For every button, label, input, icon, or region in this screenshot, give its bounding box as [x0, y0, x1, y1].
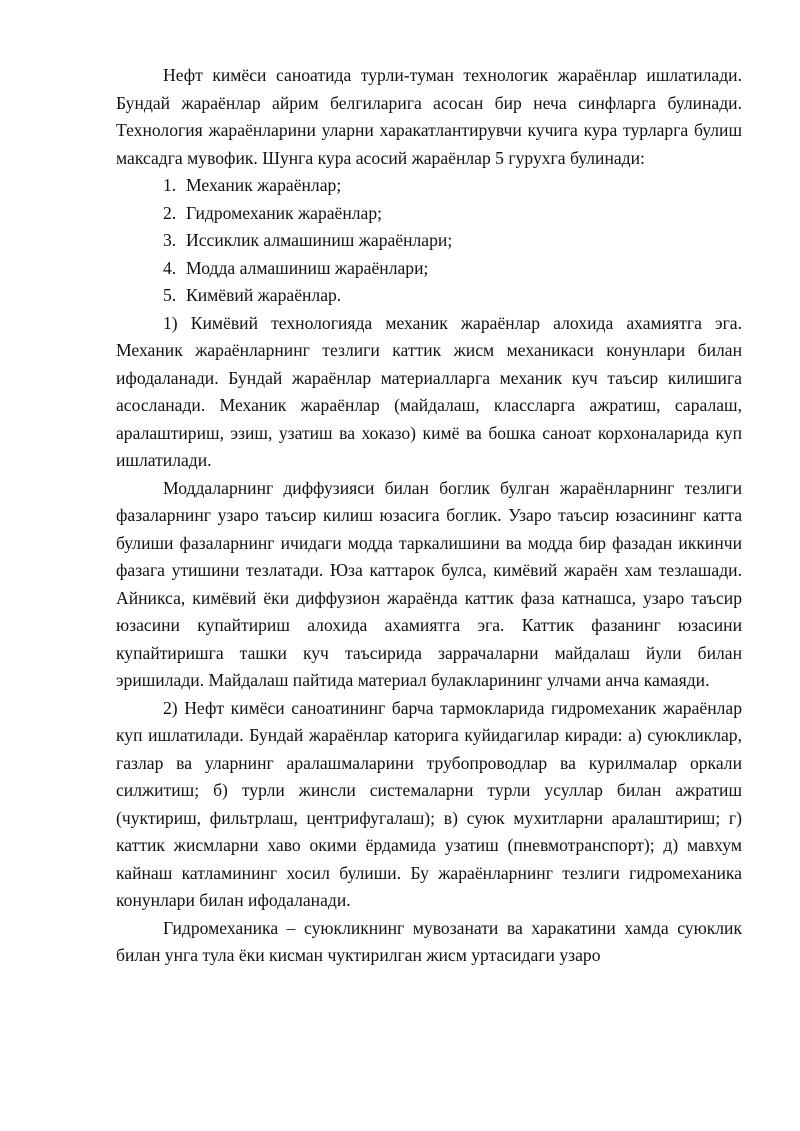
- list-item: [116, 255, 742, 283]
- list-text: Механик жараёнлар;: [186, 175, 342, 195]
- paragraph-hydromechanical: 2) Нефт кимёси саноатининг барча тармокларида гидромеханик жараёнлар куп ишлатилади. Бундай жараёнлар каторига куйидагилар киради: а) суюкликлар, газлар ва уларнинг аралашмаларини трубопроводлар ва курилмалар оркали силжитиш; б) турли жинсли системаларни турли усуллар билан ажратиш (чуктириш, фильтрлаш, центрифугалаш); в) суюк мухитларни аралаштириш; г) каттик жисмларни хаво окими ёрдамида узатиш (пневмотранспорт); д) мавхум кайнаш катламининг хосил булиши. Бу жараёнларнинг тезлиги гидромеханика конунлари билан ифодаланади.: [116, 697, 742, 910]
- list-item: [116, 227, 742, 255]
- list-number: 2.: [163, 202, 177, 223]
- paragraph-mechanical: 1) Кимёвий технологияда механик жараёнлар алохида ахамиятга эга. Механик жараёнларнинг тезлиги каттик жисм механикаси конунлари билан ифодаланади. Бундай жараёнлар материалларга механик куч таъсир килишига асосланади. Механик жараёнлар (майдалаш, классларга ажратиш, саралаш, аралаштириш, эзиш, узатиш ва хоказо) кимё ва бошка саноат корхоналарида куп ишлатилади.: [116, 312, 742, 470]
- list-text: Кимёвий жараёнлар.: [186, 285, 342, 305]
- paragraph-diffusion: Моддаларнинг диффузияси билан боглик булган жараёнларнинг тезлиги фазаларнинг узаро таъсир килиш юзасига боглик. Узаро таъсир юзасининг катта булиши фазаларнинг ичидаги модда таркалишини ва модда бир фазадан иккинчи фазага утишини тезлатади. Юза каттарок булса, кимёвий жараён хам тезлашади. Айникса, кимёвий ёки диффузион жараёнда каттик фаза катнашса, узаро таъсир юзасини купайтириш алохида ахамиятга эга. Каттик фазанинг юзасини купайтиришга ташки куч таъсирида заррачаларни майдалаш йули билан эришилади. Майдалаш пайтида материал булакларининг улчами анча камаяди.: [116, 477, 742, 690]
- list-item: [116, 172, 742, 200]
- list-number: 1.: [163, 175, 177, 195]
- process-list: [116, 172, 742, 310]
- list-text: Гидромеханик жараёнлар;: [186, 202, 383, 223]
- list-item: [116, 282, 742, 310]
- list-number: 5.: [163, 285, 177, 305]
- list-number: 3.: [163, 230, 177, 250]
- document-body: [116, 62, 742, 970]
- list-text: Иссиклик алмашиниш жараёнлари;: [186, 230, 453, 250]
- paragraph-intro: Нефт кимёси саноатида турли-туман технологик жараёнлар ишлатилади. Бундай жараёнлар айрим белгиларига асосан бир неча синфларга булинади. Технология жараёнларини уларни харакатлантирувчи кучига кура турларга булиш максадга мувофик. Шунга кура асосий жараёнлар 5 гурухга булинади:: [116, 65, 742, 168]
- list-item: [116, 200, 742, 228]
- paragraph-hydromechanics-definition: Гидромеханика – суюкликнинг мувозанати ва харакатини хамда суюклик билан унга тула ёки кисман чуктирилган жисм уртасидаги узаро: [116, 917, 742, 965]
- list-number: 4.: [163, 257, 177, 278]
- list-text: Модда алмашиниш жараёнлари;: [186, 257, 429, 278]
